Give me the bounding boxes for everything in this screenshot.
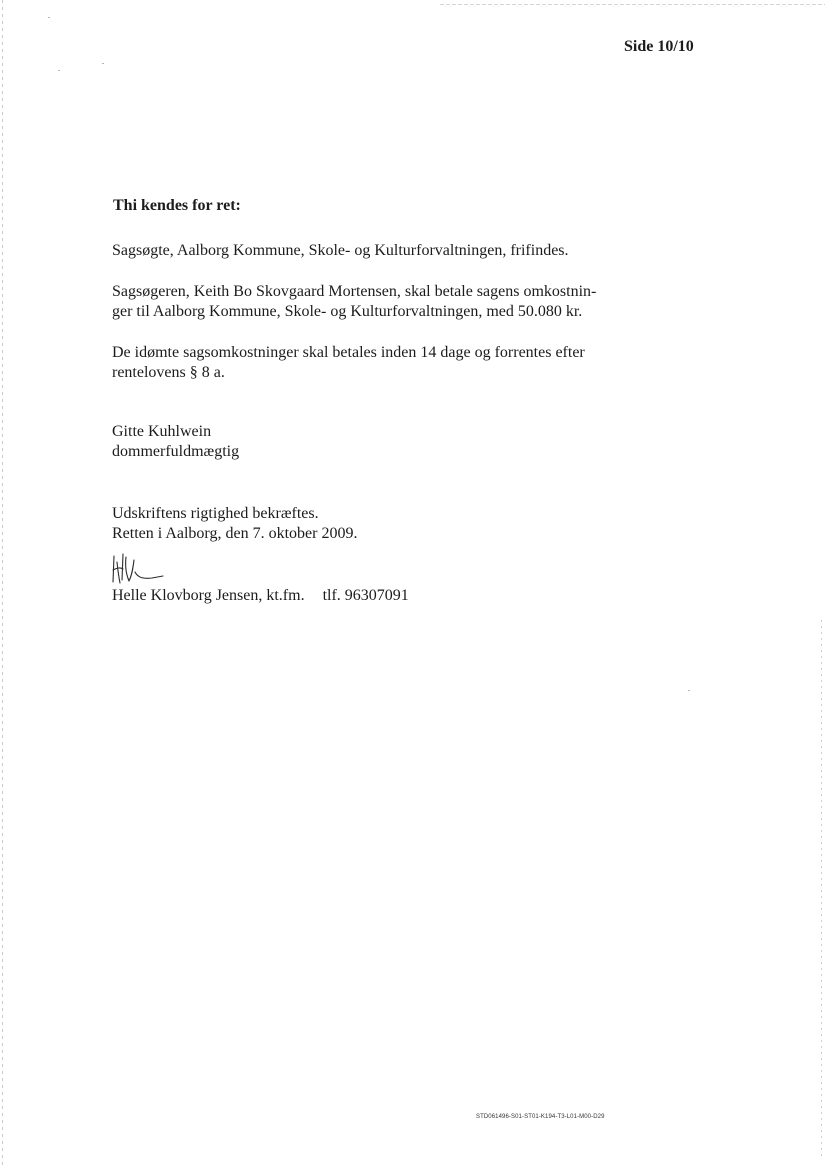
scan-speck [58, 70, 60, 71]
scan-speck [48, 17, 50, 18]
paragraph-line: ger til Aalborg Kommune, Skole- og Kulturforvaltningen, med 50.080 kr. [112, 303, 583, 320]
ruling-paragraph-costs [112, 282, 596, 322]
paragraph-line: Sagsøgeren, Keith Bo Skovgaard Mortensen, skal betale sagens omkostnin- [112, 283, 597, 300]
certification-statement: Udskriftens rigtighed bekræftes. [112, 505, 319, 522]
clerk-line [112, 586, 409, 606]
scan-speck [688, 690, 690, 691]
clerk-name-title: Helle Klovborg Jensen, kt.fm. [112, 587, 305, 604]
page-number: Side 10/10 [624, 38, 694, 55]
scan-edge-right [821, 620, 822, 1160]
paragraph-line: Sagsøgte, Aalborg Kommune, Skole- og Kulturforvaltningen, frifindes. [112, 242, 569, 259]
judge-name: Gitte Kuhlwein [112, 423, 212, 440]
certification-block [112, 504, 357, 544]
judge-title: dommerfuldmægtig [112, 443, 240, 460]
paragraph-line: De idømte sagsomkostninger skal betales inden 14 dage og forrentes efter [112, 344, 585, 361]
clerk-phone: tlf. 96307091 [322, 587, 409, 604]
paragraph-line: rentelovens § 8 a. [112, 364, 225, 381]
judge-block [112, 422, 239, 462]
ruling-paragraph-payment [112, 343, 585, 383]
scan-speck [102, 63, 104, 64]
ruling-paragraph-acquittal [112, 241, 569, 261]
handwritten-signature [108, 548, 178, 588]
ruling-heading: Thi kendes for ret: [113, 197, 241, 214]
scan-edge-left [2, 0, 3, 1168]
scan-edge-top [440, 4, 825, 5]
certification-place-date: Retten i Aalborg, den 7. oktober 2009. [112, 525, 358, 542]
document-code: STD061496-S01-ST01-K194-T3-L01-M00-D29 [476, 1114, 605, 1120]
